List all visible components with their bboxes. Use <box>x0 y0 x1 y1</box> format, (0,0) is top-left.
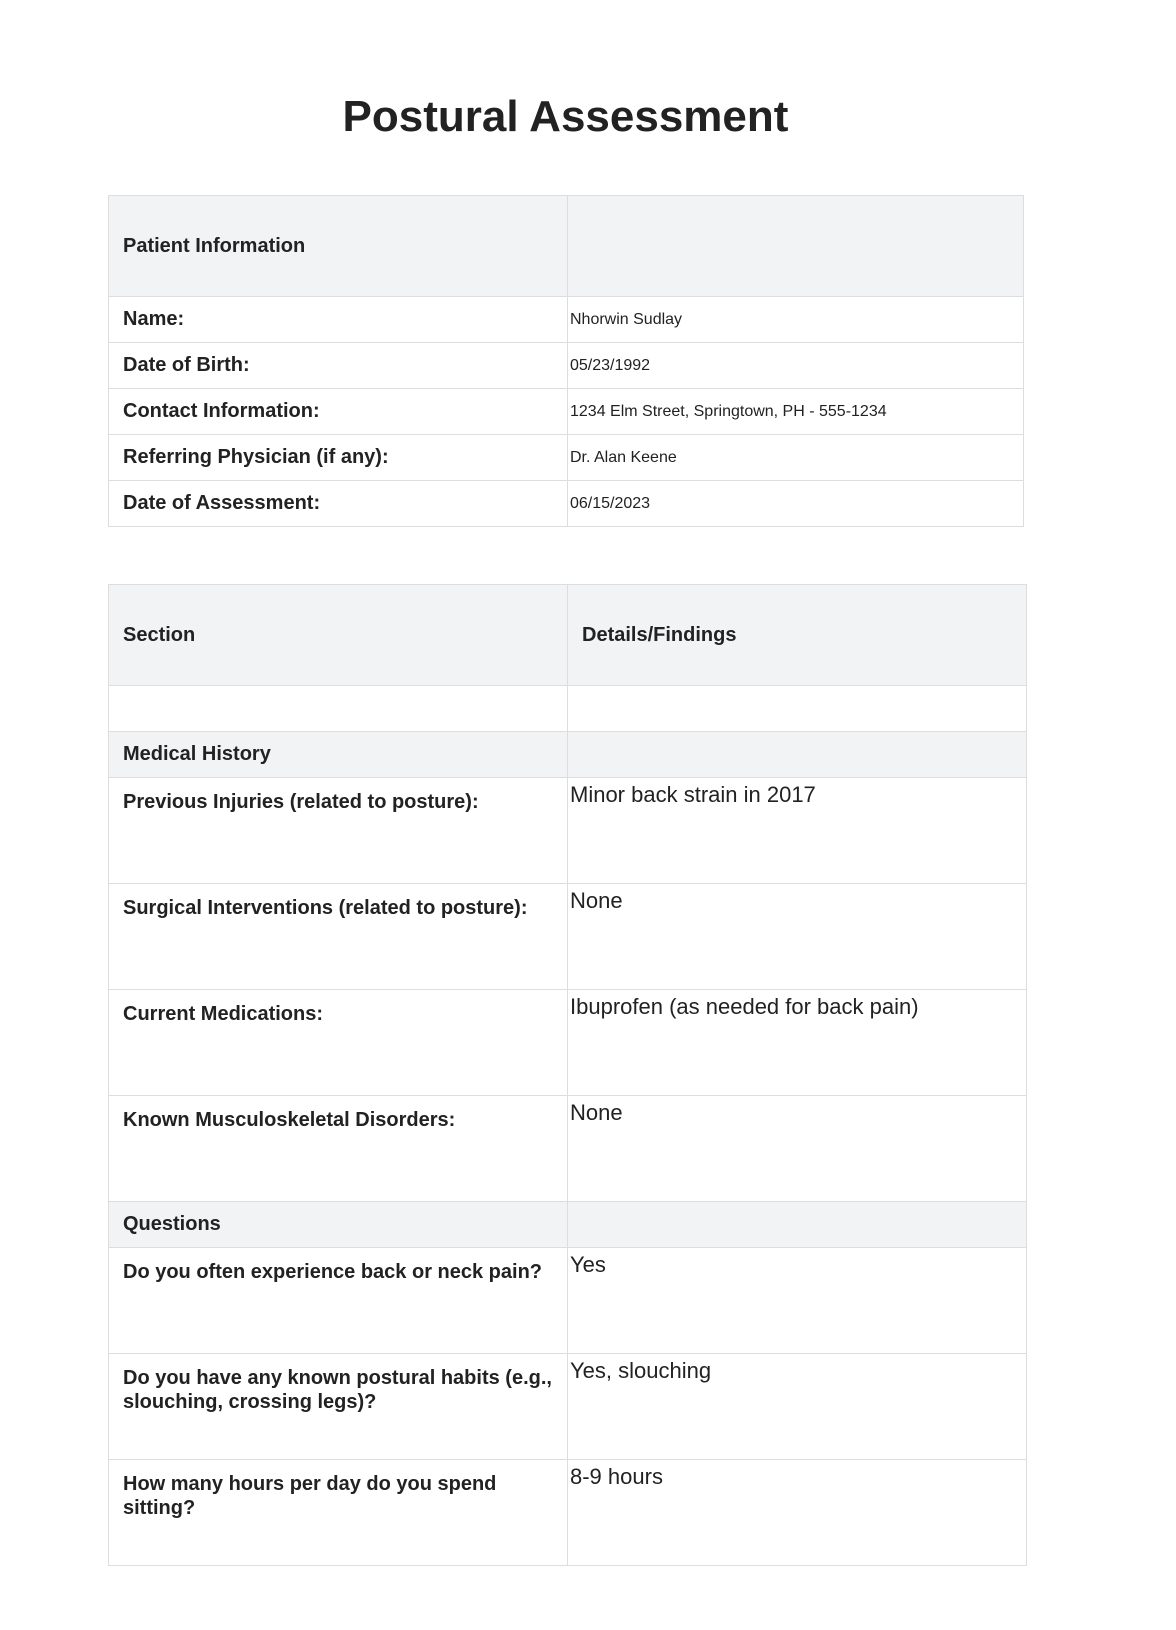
assessment-table <box>108 584 1027 1566</box>
row-value: 05/23/1992 <box>568 343 1024 389</box>
row-label: Previous Injuries (related to posture): <box>109 778 568 884</box>
row-value: Nhorwin Sudlay <box>568 297 1024 343</box>
row-label: Date of Assessment: <box>109 481 568 527</box>
row-value: Dr. Alan Keene <box>568 435 1024 481</box>
empty-cell <box>568 686 1027 732</box>
patient-information-table <box>108 195 1024 527</box>
row-value: 8-9 hours <box>568 1460 1027 1566</box>
row-label: Do you often experience back or neck pain? <box>109 1248 568 1354</box>
empty-cell <box>568 1202 1027 1248</box>
row-label: Do you have any known postural habits (e.g., slouching, crossing legs)? <box>109 1354 568 1460</box>
row-label: Contact Information: <box>109 389 568 435</box>
row-value: Yes <box>568 1248 1027 1354</box>
section-title: Questions <box>109 1202 568 1248</box>
row-label: Referring Physician (if any): <box>109 435 568 481</box>
row-label: Date of Birth: <box>109 343 568 389</box>
empty-cell <box>568 732 1027 778</box>
row-label: Surgical Interventions (related to posture): <box>109 884 568 990</box>
row-label: Known Musculoskeletal Disorders: <box>109 1096 568 1202</box>
row-value: 1234 Elm Street, Springtown, PH - 555-1234 <box>568 389 1024 435</box>
row-label: How many hours per day do you spend sitting? <box>109 1460 568 1566</box>
row-value: Yes, slouching <box>568 1354 1027 1460</box>
row-value: Minor back strain in 2017 <box>568 778 1027 884</box>
column-header-details: Details/Findings <box>568 585 1027 686</box>
section-title: Medical History <box>109 732 568 778</box>
row-label: Name: <box>109 297 568 343</box>
page-title: Postural Assessment <box>342 92 789 141</box>
table-header: Patient Information <box>109 196 568 297</box>
empty-cell <box>109 686 568 732</box>
column-header-section: Section <box>109 585 568 686</box>
row-label: Current Medications: <box>109 990 568 1096</box>
row-value: Ibuprofen (as needed for back pain) <box>568 990 1027 1096</box>
row-value: 06/15/2023 <box>568 481 1024 527</box>
row-value: None <box>568 884 1027 990</box>
empty-cell <box>568 196 1024 297</box>
row-value: None <box>568 1096 1027 1202</box>
